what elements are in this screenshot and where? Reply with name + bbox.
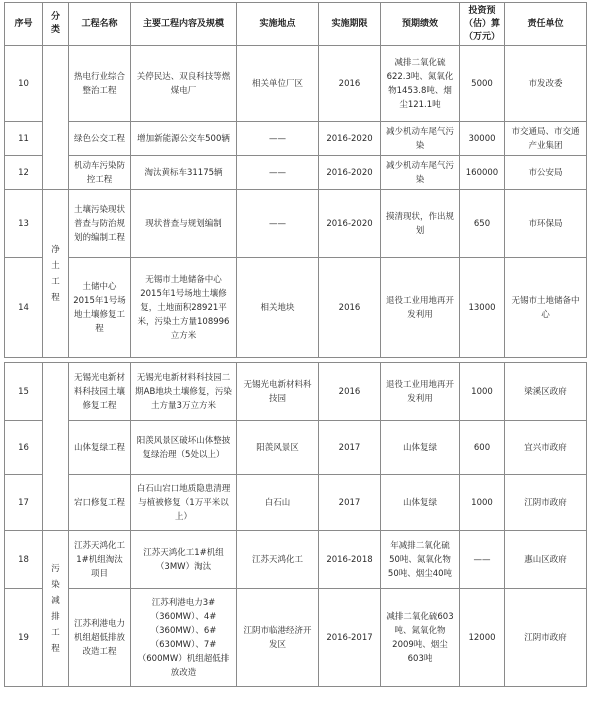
cell-investment: 12000	[460, 589, 505, 687]
table-row	[5, 531, 587, 589]
cell-location: 相关地块	[237, 258, 319, 358]
cell-no: 13	[5, 190, 43, 258]
cell-responsible: 惠山区政府	[505, 531, 587, 589]
cell-name: 热电行业综合整治工程	[69, 46, 131, 122]
cell-investment: 30000	[460, 122, 505, 156]
cell-investment: 600	[460, 421, 505, 475]
header-row	[5, 3, 587, 46]
cell-effect: 山体复绿	[381, 421, 460, 475]
category-label: 净土工程	[51, 244, 60, 303]
project-table-page	[4, 2, 586, 687]
cell-responsible: 市交通局、市交通产业集团	[505, 122, 587, 156]
cell-responsible: 江阴市政府	[505, 589, 587, 687]
table-row	[5, 363, 587, 421]
cell-no: 11	[5, 122, 43, 156]
cell-name: 山体复绿工程	[69, 421, 131, 475]
header-period: 实施期限	[319, 3, 381, 46]
header-no: 序号	[5, 3, 43, 46]
cell-responsible: 市环保局	[505, 190, 587, 258]
cell-category-reduction	[43, 531, 69, 687]
cell-name: 宕口修复工程	[69, 475, 131, 531]
cell-period: 2016-2017	[319, 589, 381, 687]
cell-effect: 年减排二氧化硫50吨、氮氧化物50吨、烟尘40吨	[381, 531, 460, 589]
cell-name: 绿色公交工程	[69, 122, 131, 156]
cell-investment: ——	[460, 531, 505, 589]
header-name: 工程名称	[69, 3, 131, 46]
cell-responsible: 市公安局	[505, 156, 587, 190]
cell-investment: 5000	[460, 46, 505, 122]
cell-investment: 650	[460, 190, 505, 258]
cell-period: 2016-2020	[319, 156, 381, 190]
cell-period: 2016-2020	[319, 190, 381, 258]
cell-content: 增加新能源公交车500辆	[131, 122, 237, 156]
table-row	[5, 156, 587, 190]
cell-effect: 减排二氧化硫622.3吨、氮氧化物1453.8吨、烟尘121.1吨	[381, 46, 460, 122]
table-row	[5, 475, 587, 531]
cell-content: 淘汰黄标车31175辆	[131, 156, 237, 190]
cell-responsible: 宜兴市政府	[505, 421, 587, 475]
cell-category-soil	[43, 190, 69, 358]
cell-effect: 退役工业用地再开发利用	[381, 363, 460, 421]
header-investment: 投资预（估）算（万元）	[460, 3, 505, 46]
cell-content: 无锡市土地储备中心2015年1号场地土壤修复，土地面积28921平米，污染土方量108996立方米	[131, 258, 237, 358]
table-row	[5, 122, 587, 156]
cell-investment: 1000	[460, 363, 505, 421]
cell-effect: 摸清现状，作出规划	[381, 190, 460, 258]
cell-location: ——	[237, 122, 319, 156]
cell-name: 土储中心2015年1号场地土壤修复工程	[69, 258, 131, 358]
cell-period: 2017	[319, 475, 381, 531]
cell-effect: 减少机动车尾气污染	[381, 156, 460, 190]
header-responsible: 责任单位	[505, 3, 587, 46]
cell-location: 江阴市临港经济开发区	[237, 589, 319, 687]
cell-location: 相关单位厂区	[237, 46, 319, 122]
cell-period: 2017	[319, 421, 381, 475]
cell-effect: 山体复绿	[381, 475, 460, 531]
cell-responsible: 梁溪区政府	[505, 363, 587, 421]
cell-content: 关停民达、双良科技等燃煤电厂	[131, 46, 237, 122]
cell-period: 2016-2018	[319, 531, 381, 589]
cell-content: 阳羡风景区破坏山体整披复绿治理（5处以上）	[131, 421, 237, 475]
cell-content: 江苏天鸿化工1#机组（3MW）淘汰	[131, 531, 237, 589]
cell-period: 2016	[319, 258, 381, 358]
cell-content: 现状普查与规划编制	[131, 190, 237, 258]
cell-category-empty	[43, 46, 69, 190]
cell-no: 18	[5, 531, 43, 589]
category-label: 污染减排工程	[51, 563, 60, 654]
cell-name: 无锡光电新材料科技园土壤修复工程	[69, 363, 131, 421]
cell-investment: 1000	[460, 475, 505, 531]
cell-location: ——	[237, 156, 319, 190]
cell-no: 12	[5, 156, 43, 190]
header-effect: 预期绩效	[381, 3, 460, 46]
cell-no: 15	[5, 363, 43, 421]
cell-location: 阳羡风景区	[237, 421, 319, 475]
header-location: 实施地点	[237, 3, 319, 46]
table-row	[5, 258, 587, 358]
table-row	[5, 589, 587, 687]
cell-effect: 减少机动车尾气污染	[381, 122, 460, 156]
cell-no: 17	[5, 475, 43, 531]
cell-responsible: 无锡市土地储备中心	[505, 258, 587, 358]
cell-content: 江苏利港电力3#（360MW）、4#（360MW）、6#（630MW）、7#（600MW）机组超低排放改造	[131, 589, 237, 687]
cell-name: 土壤污染现状普查与防治规划的编制工程	[69, 190, 131, 258]
cell-no: 19	[5, 589, 43, 687]
cell-content: 无锡光电新材料科技园二期AB地块土壤修复，污染土方量3万立方米	[131, 363, 237, 421]
project-table	[4, 2, 587, 687]
cell-period: 2016-2020	[319, 122, 381, 156]
cell-name: 江苏天鸿化工1#机组淘汰项目	[69, 531, 131, 589]
cell-period: 2016	[319, 363, 381, 421]
cell-effect: 退役工业用地再开发利用	[381, 258, 460, 358]
cell-investment: 13000	[460, 258, 505, 358]
cell-responsible: 市发改委	[505, 46, 587, 122]
table-row	[5, 46, 587, 122]
cell-content: 白石山宕口地质隐患清理与植被修复（1万平米以上）	[131, 475, 237, 531]
cell-name: 机动车污染防控工程	[69, 156, 131, 190]
cell-responsible: 江阴市政府	[505, 475, 587, 531]
cell-no: 16	[5, 421, 43, 475]
cell-location: 白石山	[237, 475, 319, 531]
cell-period: 2016	[319, 46, 381, 122]
table-row	[5, 190, 587, 258]
header-content: 主要工程内容及规模	[131, 3, 237, 46]
cell-effect: 减排二氧化硫603吨、氮氧化物2009吨、烟尘603吨	[381, 589, 460, 687]
cell-category-empty	[43, 363, 69, 531]
cell-investment: 160000	[460, 156, 505, 190]
cell-location: ——	[237, 190, 319, 258]
cell-name: 江苏利港电力机组超低排放改造工程	[69, 589, 131, 687]
cell-location: 无锡光电新材料科技园	[237, 363, 319, 421]
cell-location: 江苏天鸿化工	[237, 531, 319, 589]
cell-no: 14	[5, 258, 43, 358]
table-row	[5, 421, 587, 475]
header-category: 分类	[43, 3, 69, 46]
cell-no: 10	[5, 46, 43, 122]
